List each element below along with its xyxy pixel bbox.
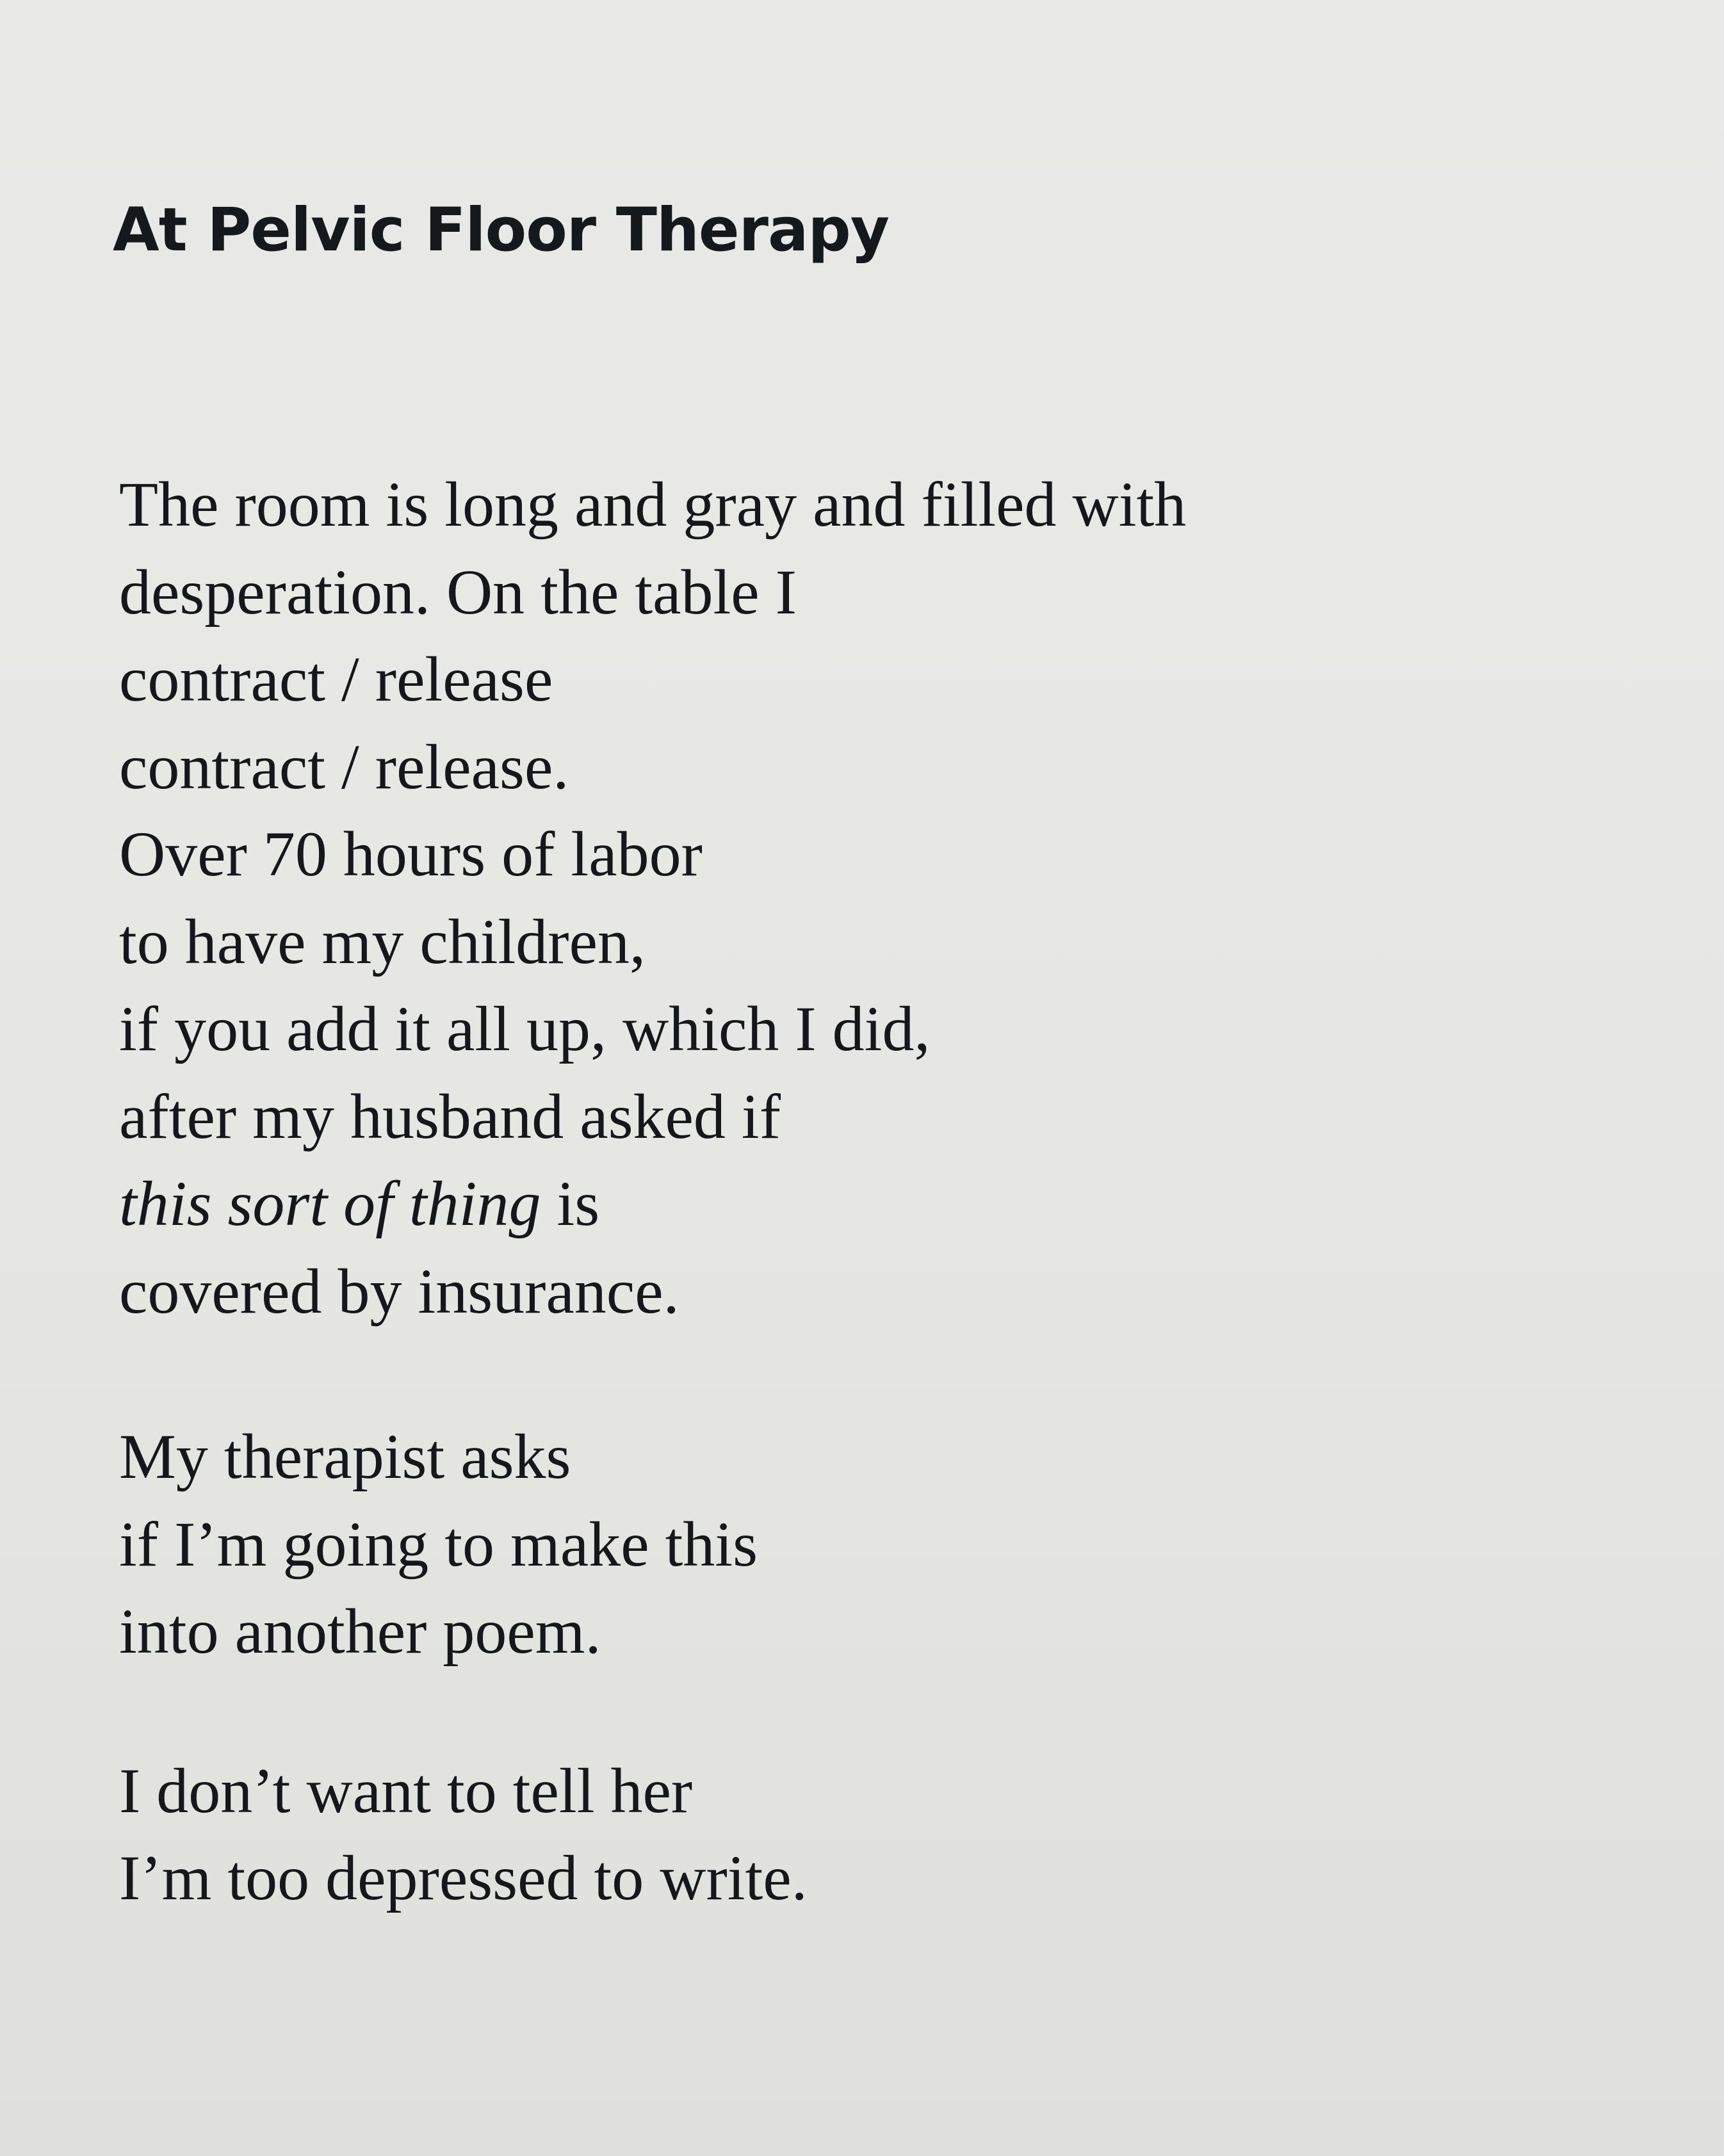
poem-line: to have my children, [119, 905, 646, 977]
line-remainder: is [541, 1168, 600, 1239]
poem-line: Over 70 hours of labor [119, 818, 703, 889]
stanza-break [119, 1335, 1592, 1413]
poem-line: if you add it all up, which I did, [119, 993, 931, 1064]
poem-body [119, 461, 1592, 1922]
poem-line: into another poem. [119, 1596, 601, 1667]
poem-line: desperation. On the table I [119, 556, 797, 628]
stanza-break [119, 1676, 1592, 1747]
stanza-2 [119, 1413, 1592, 1676]
poem-line: if I’m going to make this [119, 1508, 758, 1580]
stanza-3 [119, 1747, 1592, 1922]
poem-line: I’m too depressed to write. [119, 1842, 808, 1913]
poem-line: contract / release [119, 644, 553, 715]
poem-line: I don’t want to tell her [119, 1755, 693, 1826]
poem-line: covered by insurance. [119, 1255, 679, 1327]
italic-phrase: this sort of thing [119, 1168, 541, 1239]
poem-line: contract / release. [119, 731, 569, 802]
poem-title: At Pelvic Floor Therapy [113, 195, 890, 265]
poem-line: My therapist asks [119, 1421, 571, 1492]
stanza-1 [119, 461, 1592, 1335]
poem-line: The room is long and gray and filled with [119, 469, 1187, 540]
poem-line [119, 1160, 1592, 1248]
poem-line: after my husband asked if [119, 1080, 781, 1152]
